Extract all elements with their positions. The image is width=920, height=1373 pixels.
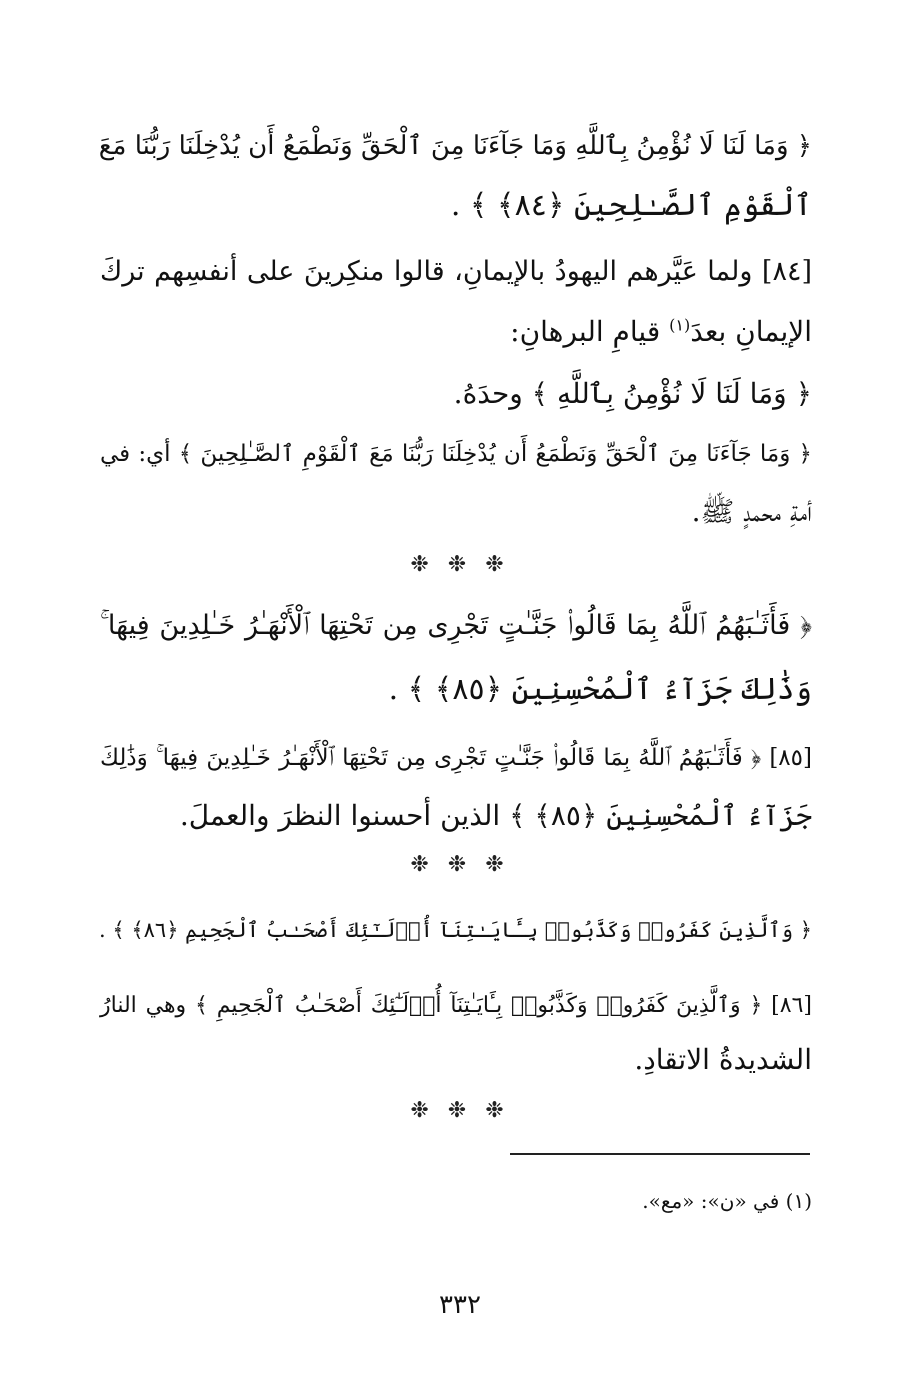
commentary-84-line-2: [100, 310, 812, 354]
verse-86-line-1: ﴿ وَٱلَّذِينَ كَفَرُوا۟ وَكَذَّبُوا۟ بِـَٔايَـٰتِنَآ أُو۟لَـٰٓئِكَ أَصْحَـٰبُ ٱلْجَحِيمِ ﴿٨٦﴾ ﴾ .: [98, 918, 812, 942]
section-separator: ❉ ❉ ❉: [410, 852, 510, 877]
commentary-85-line-2: جَزَآءُ ٱلْمُحْسِنِينَ ﴿٨٥﴾ ﴾ الذين أحسنوا النظرَ والعملَ.: [179, 799, 812, 832]
section-separator: ❉ ❉ ❉: [410, 552, 510, 577]
verse-84-line-1: ﴿ وَمَا لَنَا لَا نُؤْمِنُ بِٱللَّهِ وَمَا جَآءَنَا مِنَ ٱلْحَقِّ وَنَطْمَعُ أَن يُدْخِلَنَا رَبُّنَا مَعَ: [98, 131, 812, 161]
footnote-divider: [510, 1153, 810, 1155]
commentary-84-line-1: [٨٤] ولما عَيَّرهم اليهودُ بالإيمانِ، قالوا منكِرينَ على أنفسِهم تركَ: [100, 256, 812, 287]
footnote: (١) في «ن»: «مع».: [642, 1189, 812, 1213]
footnote-marker: (١): [669, 315, 691, 335]
verse-85-line-2: وَذَٰلِكَ جَزَآءُ ٱلْمُحْسِنِينَ ﴿٨٥﴾ ﴾ .: [388, 672, 812, 707]
commentary-84-line-4: ﴿ وَمَا جَآءَنَا مِنَ ٱلْحَقِّ وَنَطْمَعُ أَن يُدْخِلَنَا رَبُّنَا مَعَ ٱلْقَوْمِ ٱلصَّـٰلِحِينَ ﴾ أي: في: [100, 441, 812, 467]
commentary-86-line-2: الشديدةُ الاتقادِ.: [634, 1043, 812, 1076]
commentary-85-line-1: [٨٥] ﴿ فَأَثَـٰبَهُمُ ٱللَّهُ بِمَا قَالُوا۟ جَنَّـٰتٍ تَجْرِى مِن تَحْتِهَا ٱلْأَنْهَـٰرُ خَـٰلِدِينَ فِيهَا ۚ وَذَٰلِكَ: [100, 745, 812, 771]
commentary-84-text-b: قيامِ البرهانِ:: [510, 315, 670, 348]
commentary-84-text-a: الإيمانِ بعدَ: [690, 315, 812, 348]
commentary-86-line-1: [٨٦] ﴿ وَٱلَّذِينَ كَفَرُوا۟ وَكَذَّبُوا۟ بِـَٔايَـٰتِنَآ أُو۟لَـٰٓئِكَ أَصْحَـٰبُ ٱلْجَحِيمِ ﴾ وهي النارُ: [100, 993, 812, 1018]
verse-85-line-1: ﴿ فَأَثَـٰبَهُمُ ٱللَّهُ بِمَا قَالُوا۟ جَنَّـٰتٍ تَجْرِى مِن تَحْتِهَا ٱلْأَنْهَـٰرُ خَـٰلِدِينَ فِيهَا ۚ: [100, 610, 812, 641]
section-separator: ❉ ❉ ❉: [410, 1098, 510, 1123]
commentary-84-line-3: ﴿ وَمَا لَنَا لَا نُؤْمِنُ بِٱللَّهِ ﴾ وحدَهُ.: [453, 377, 812, 410]
page-number: ٣٣٢: [439, 1290, 481, 1320]
verse-84-line-2: ٱلْقَوْمِ ٱلصَّـٰلِحِينَ ﴿٨٤﴾ ﴾ .: [450, 188, 812, 223]
commentary-84-line-5: أمةِ محمدٍ ﷺ.: [691, 495, 812, 528]
